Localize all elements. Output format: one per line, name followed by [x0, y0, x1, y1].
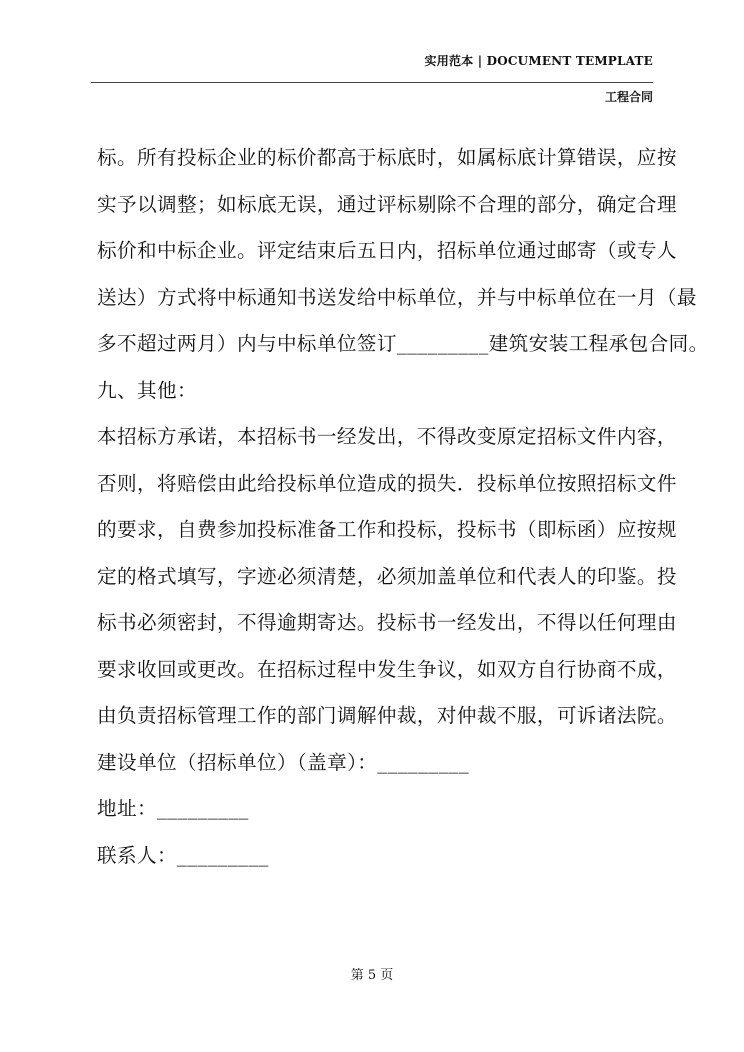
signature-field-contact: 联系人：_________: [97, 843, 269, 867]
body-line: 由负责招标管理工作的部门调解仲裁，对仲裁不服，可诉诸法院。: [97, 704, 677, 727]
body-line: 送达）方式将中标通知书送发给中标单位，并与中标单位在一月（最: [97, 285, 697, 309]
body-line: 定的格式填写，字迹必须清楚，必须加盖单位和代表人的印鉴。投: [97, 564, 677, 588]
header-title: 实用范本 | DOCUMENT TEMPLATE: [424, 54, 653, 68]
body-line: 否则，将赔偿由此给投标单位造成的损失．投标单位按照招标文件: [97, 471, 677, 495]
body-line: 要求收回或更改。在招标过程中发生争议，如双方自行协商不成，: [97, 657, 677, 681]
header-divider: [91, 82, 653, 83]
signature-field-builder: 建设单位（招标单位）（盖章）：_________: [97, 750, 470, 774]
body-line: 本招标方承诺，本招标书一经发出，不得改变原定招标文件内容，: [97, 425, 677, 448]
body-line: 标价和中标企业。评定结束后五日内，招标单位通过邮寄（或专人: [97, 239, 677, 262]
header-subtitle: 工程合同: [604, 90, 653, 104]
body-line: 标。所有投标企业的标价都高于标底时，如属标底计算错误，应按: [97, 146, 677, 169]
signature-field-address: 地址：_________: [97, 797, 249, 820]
body-line: 标书必须密封，不得逾期寄达。投标书一经发出，不得以任何理由: [97, 611, 677, 634]
section-heading: 九、其他：: [97, 378, 197, 402]
body-line: 的要求，自费参加投标准备工作和投标，投标书（即标函）应按规: [97, 518, 677, 541]
page-number: 第 5 页: [350, 968, 394, 983]
body-line: 实予以调整；如标底无误，通过评标剔除不合理的部分，确定合理: [97, 192, 677, 216]
document-body: [97, 135, 709, 879]
body-line: 多不超过两月）内与中标单位签订_________建筑安装工程承包合同。: [97, 332, 709, 355]
